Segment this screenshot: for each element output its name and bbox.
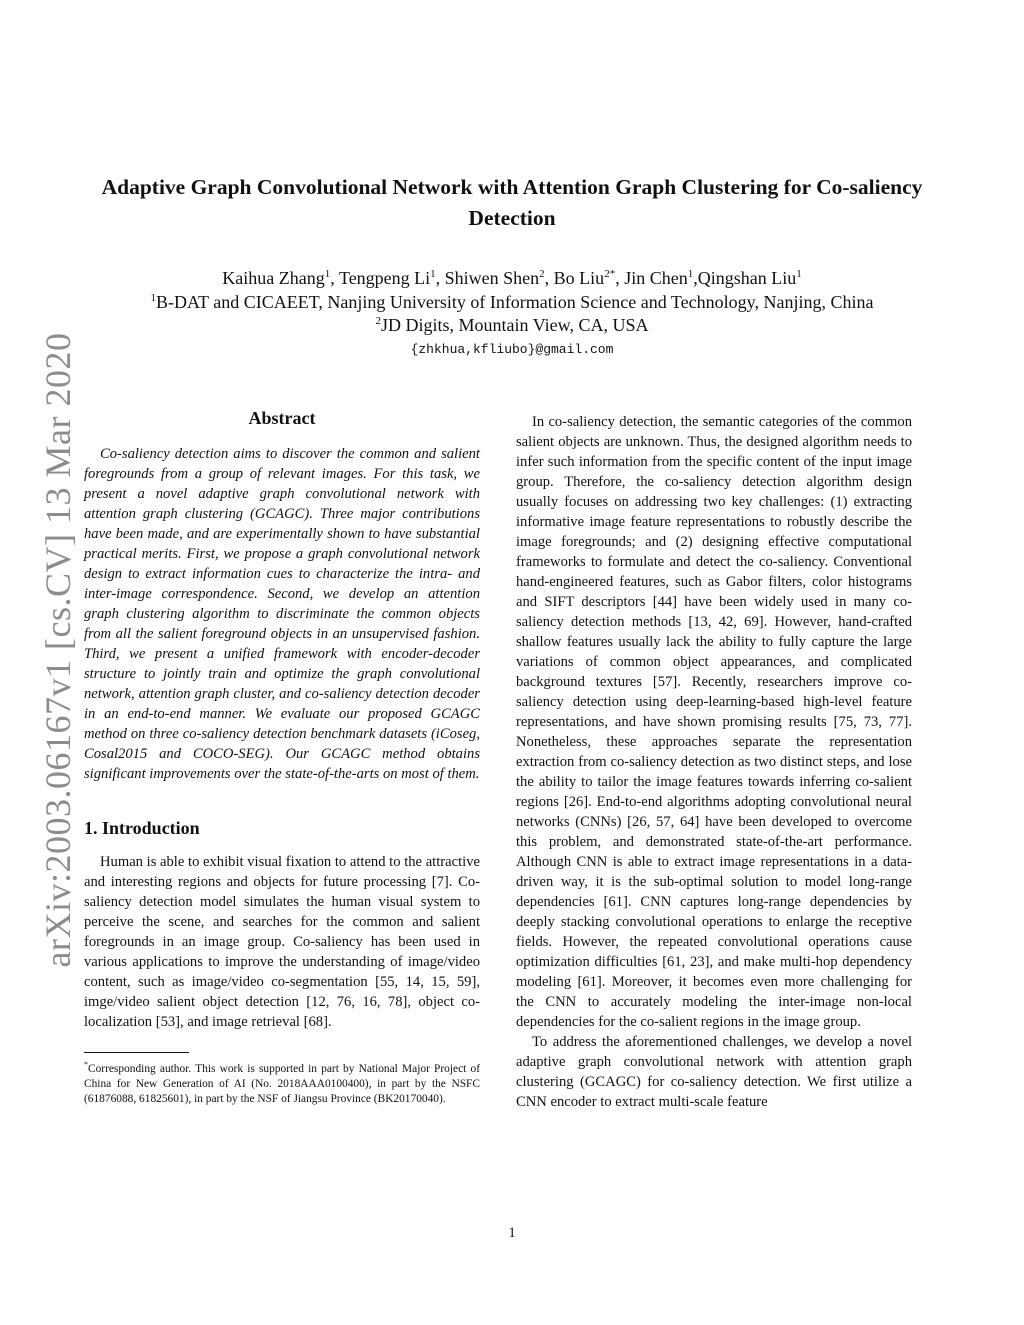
author-name: Qingshan Liu (697, 268, 797, 288)
author-mark: 2 (539, 268, 545, 280)
author-block (60, 267, 964, 361)
author-name: Kaihua Zhang (222, 268, 325, 288)
author-mark: 1 (796, 268, 802, 280)
body-paragraph: In co-saliency detection, the semantic categories of the common salient objects are unknown. Thus, the designed algorithm needs to infer such information from the specific content of the input image group. Therefore, the co-saliency detection algorithm design usually focuses on addressing two key challenges: (1) extracting informative image feature representations to robustly describe the image foregrounds; and (2) designing effective computational frameworks to formulate and detect the co-saliency. Conventional hand-engineered features, such as Gabor filters, color histograms and SIFT descriptors [44] have been widely used in many co-saliency detection methods [13, 42, 69]. However, hand-crafted shallow features usually lack the ability to fully capture the large variations of common object appearances, and complicated background textures [57]. Recently, researchers improve co-saliency detection using deep-learning-based high-level feature representations, and have shown promising results [75, 73, 77]. Nonetheless, these approaches separate the representation extraction from co-saliency detection as two distinct steps, and lose the ability to tailor the image features towards inferring co-salient regions [26]. End-to-end algorithms adopting convolutional neural networks (CNNs) [26, 57, 64] have been developed to overcome this problem, and demonstrated state-of-the-art performance. Although CNN is able to extract image representations in a data-driven way, it is the sub-optimal solution to model long-range dependencies [61]. CNN captures long-range dependencies by deeply stacking convolutional operations to enlarge the receptive fields. However, the repeated convolutional operations cause optimization difficulties [61, 23], and make multi-hop dependency modeling [61]. Moreover, it becomes even more challenging for the CNN to accurately modeling the inter-image non-local dependencies for the co-salient regions in the image group. (516, 414, 912, 1030)
right-column (516, 412, 912, 1112)
paper-title: Adaptive Graph Convolutional Network with Attention Graph Clustering for Co-saliency Detection (101, 175, 923, 230)
affiliation-1: $^1$B-DAT and CICAEET, Nanjing University of Information Science and Technology, Nanjing, China (150, 291, 874, 312)
abstract-heading: Abstract (248, 408, 316, 428)
affiliation-2: $^2$JD Digits, Mountain View, CA, USA (375, 315, 649, 335)
author-name: Jin Chen (624, 268, 688, 288)
abstract-text: Co-saliency detection aims to discover the common and salient foregrounds from a group of relevant images. For this task, we present a novel adaptive graph convolutional network with attention graph clustering (GCAGC). Three major contributions have been made, and are experimentally shown to have substantial practical merits. First, we propose a graph convolutional network design to extract information cues to characterize the intra- and inter-image correspondence. Second, we develop an attention graph clustering algorithm to discriminate the common objects from all the salient foreground objects in an unsupervised fashion. Third, we present a unified framework with encoder-decoder structure to jointly train and optimize the graph convolutional network, attention graph cluster, and co-saliency detection decoder in an end-to-end manner. We evaluate our proposed GCAGC method on three co-saliency detection benchmark datasets (iCoseg, Cosal2015 and COCO-SEG). Our GCAGC method obtains significant improvements over the state-of-the-arts on most of them. (84, 446, 480, 782)
body-paragraph: To address the aforementioned challenges, we develop a novel adaptive graph convolutional network with attention graph clustering (GCAGC) for co-saliency detection. We first utilize a CNN encoder to extract multi-scale feature (516, 1034, 912, 1110)
footnote-divider (84, 1052, 189, 1053)
left-column (84, 408, 480, 1107)
intro-paragraph: Human is able to exhibit visual fixation to attend to the attractive and interesting regions and objects for future processing [7]. Co-saliency detection model simulates the human visual system to perceive the scene, and searches for the common and salient foregrounds in an image group. Co-saliency has been used in various applications to improve the understanding of image/video content, such as image/video co-segmentation [55, 14, 15, 59], imge/video salient object detection [12, 76, 16, 78], object co-localization [53], and image retrieval [68]. (84, 854, 480, 1030)
author-name: Bo Liu (553, 268, 605, 288)
arxiv-stamp: arXiv:2003.06167v1 [cs.CV] 13 Mar 2020 (38, 332, 78, 968)
author-list: Kaihua Zhang$^1$, Tengpeng Li$^1$, Shiwen Shen$^2$, Bo Liu$^{2*}$, Jin Chen$^1$,Qingshan Liu$^1$ (222, 268, 802, 288)
author-mark: 1 (430, 268, 436, 280)
author-email: {zhkhua,kfliubo}@gmail.com (410, 341, 614, 357)
author-mark: 2* (604, 268, 616, 280)
footnote: *Corresponding author. This work is supported in part by National Major Project of China for New Generation of AI (No. 2018AAA0100400), in part by the NSFC (61876088, 61825601), in part by the NSF of Jiangsu Province (BK20170040). (84, 1060, 480, 1106)
author-mark: 1 (324, 268, 331, 280)
footnote-mark: * (84, 1060, 88, 1069)
page-number: 1 (508, 1225, 516, 1241)
intro-heading: 1. Introduction (84, 818, 200, 838)
author-name: Tengpeng Li (338, 268, 431, 288)
author-mark: 1 (687, 268, 694, 280)
author-name: Shiwen Shen (444, 268, 540, 288)
